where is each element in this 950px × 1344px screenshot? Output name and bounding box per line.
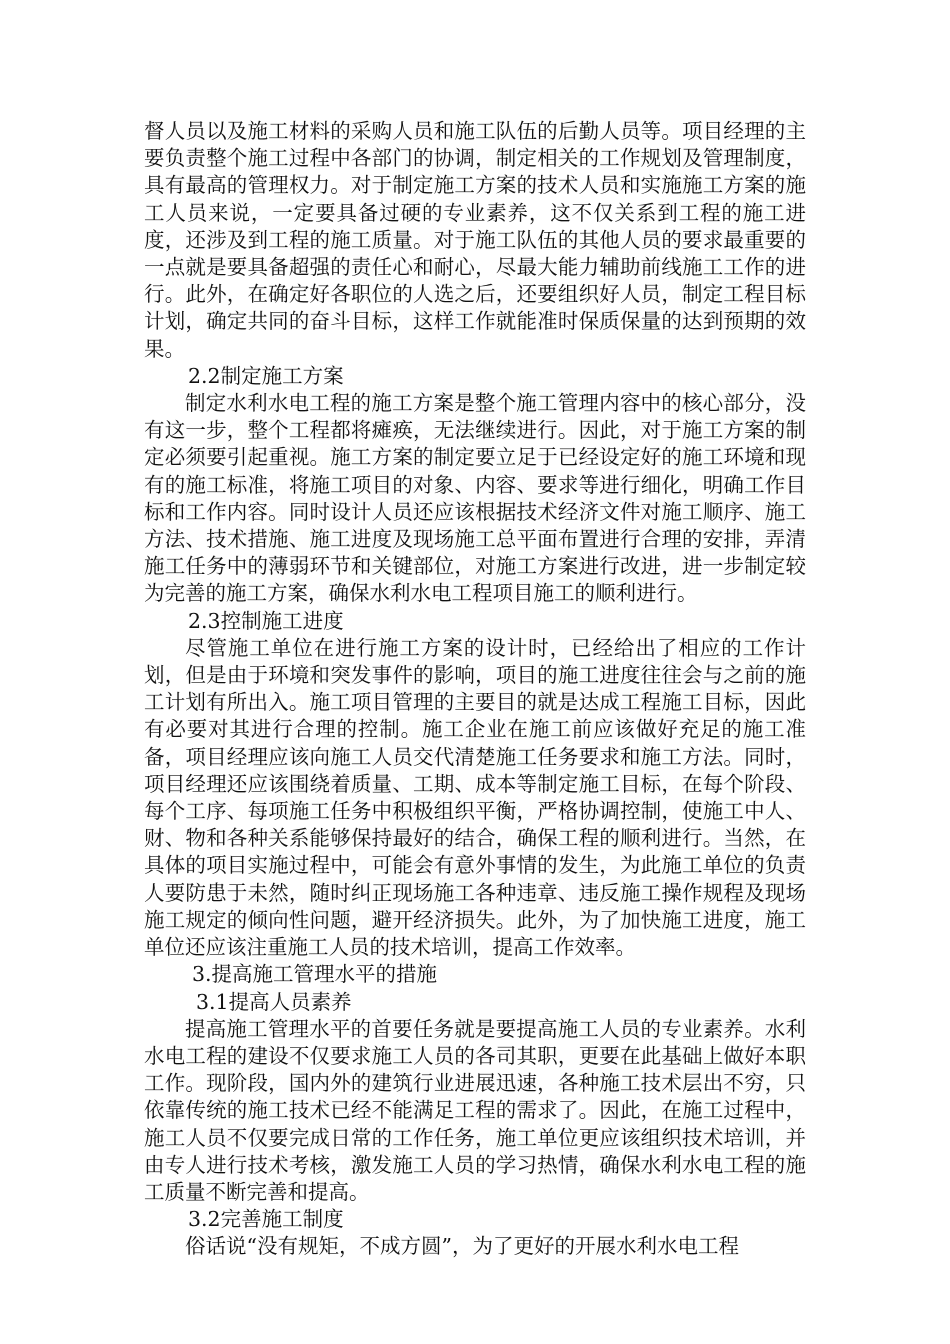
paragraph-continued: 督人员以及施工材料的采购人员和施工队伍的后勤人员等。项目经理的主要负责整个施工过程中各部门的协调，制定相关的工作规划及管理制度，具有最高的管理权力。对于制定施工方案的技术人员和实施施工方案的施工人员来说，一定要具备过硬的专业素养，这不仅关系到工程的施工进度，还涉及到工程的施工质量。对于施工队伍的其他人员的要求最重要的一点就是要具备超强的责任心和耐心，尽最大能力辅助前线施工工作的进行。此外，在确定好各职位的人选之后，还要组织好人员，制定工程目标计划，确定共同的奋斗目标，这样工作就能准时保质保量的达到预期的效果。	[144, 119, 806, 361]
paragraph: 提高施工管理水平的首要任务就是要提高施工人员的专业素养。水利水电工程的建设不仅要求施工人员的各司其职，更要在此基础上做好本职工作。现阶段，国内外的建筑行业进展迅速，各种施工技术层出不穷，只依靠传统的施工技术已经不能满足工程的需求了。因此，在施工过程中，施工人员不仅要完成日常的工作任务，施工单位更应该组织技术培训，并由专人进行技术考核，激发施工人员的学习热情，确保水利水电工程的施工质量不断完善和提高。	[144, 1016, 806, 1204]
section-heading-3: 3.提高施工管理水平的措施	[192, 962, 438, 987]
section-heading-2-2: 2.2制定施工方案	[188, 363, 344, 388]
section-heading-3-1: 3.1提高人员素养	[196, 989, 352, 1014]
paragraph: 制定水利水电工程的施工方案是整个施工管理内容中的核心部分，没有这一步，整个工程都将瘫痪，无法继续进行。因此，对于施工方案的制定必须要引起重视。施工方案的制定要立足于已经设定好的施工环境和现有的施工标准，将施工项目的对象、内容、要求等进行细化，明确工作目标和工作内容。同时设计人员还应该根据技术经济文件对施工顺序、施工方法、技术措施、施工进度及现场施工总平面布置进行合理的安排，弄清施工任务中的薄弱环节和关键部位，对施工方案进行改进，进一步制定较为完善的施工方案，确保水利水电工程项目施工的顺利进行。	[144, 391, 806, 606]
section-heading-3-2: 3.2完善施工制度	[188, 1207, 344, 1232]
paragraph: 俗话说“没有规矩，不成方圆”，为了更好的开展水利水电工程	[185, 1234, 739, 1259]
paragraph: 尽管施工单位在进行施工方案的设计时，已经给出了相应的工作计划，但是由于环境和突发事件的影响，项目的施工进度往往会与之前的施工计划有所出入。施工项目管理的主要目的就是达成工程施工目标，因此有必要对其进行合理的控制。施工企业在施工前应该做好充足的施工准备，项目经理应该向施工人员交代清楚施工任务要求和施工方法。同时，项目经理还应该围绕着质量、工期、成本等制定施工目标，在每个阶段、每个工序、每项施工任务中积极组织平衡，严格协调控制，使施工中人、财、物和各种关系能够保持最好的结合，确保工程的顺利进行。当然，在具体的项目实施过程中，可能会有意外事情的发生，为此施工单位的负责人要防患于未然，随时纠正现场施工各种违章、违反施工操作规程及现场施工规定的倾向性问题，避开经济损失。此外，为了加快施工进度，施工单位还应该注重施工人员的技术培训，提高工作效率。	[144, 635, 806, 960]
section-heading-2-3: 2.3控制施工进度	[188, 608, 344, 633]
document-page	[144, 118, 806, 1261]
